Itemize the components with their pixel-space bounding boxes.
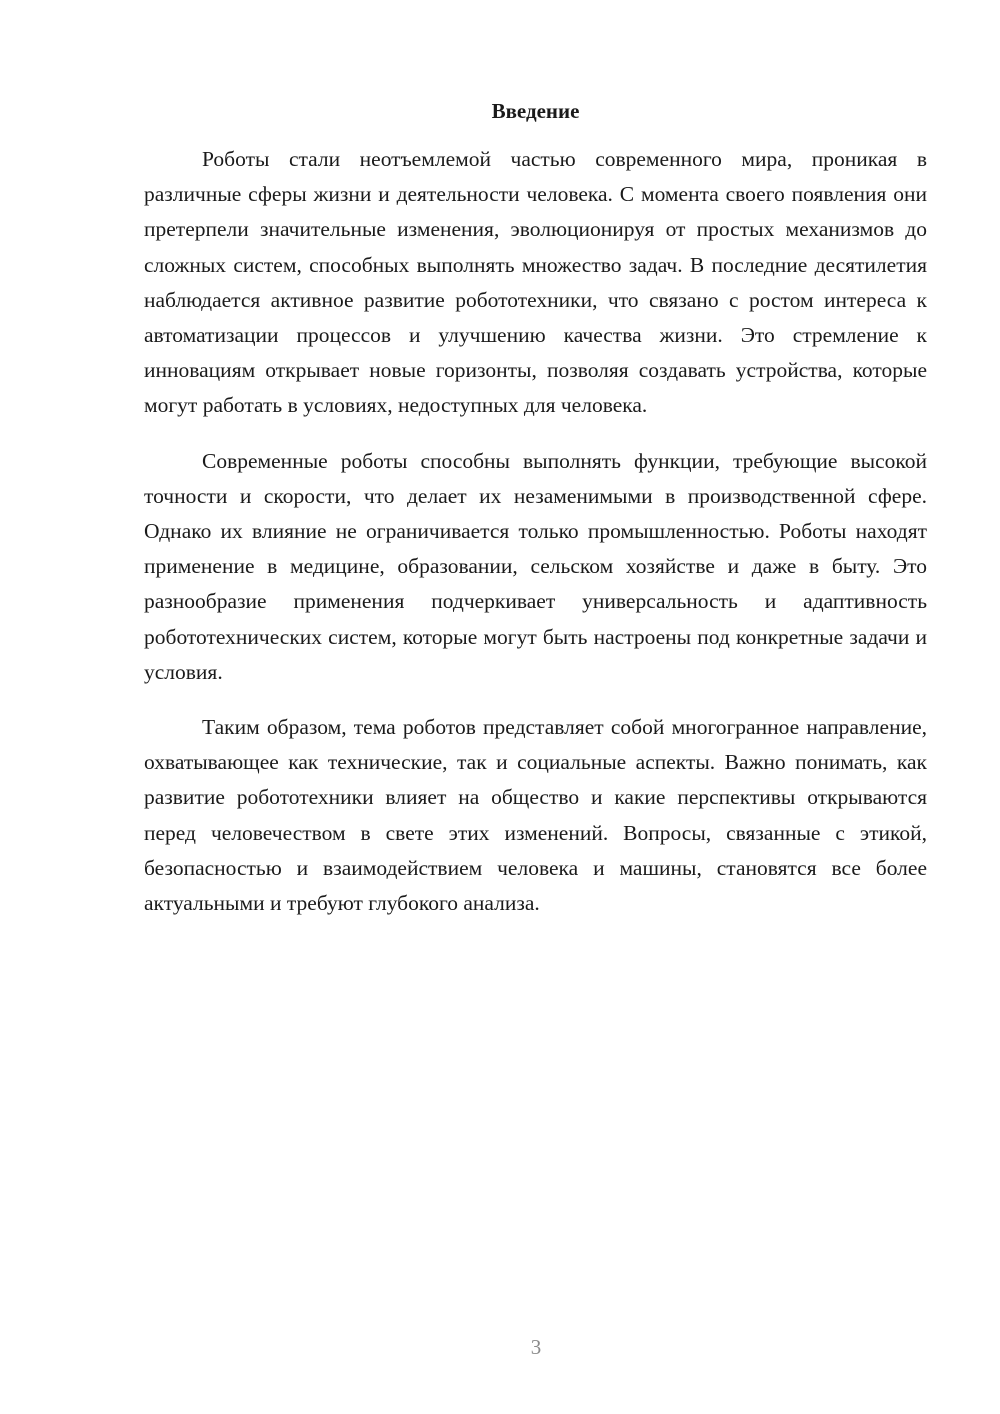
section-heading: Введение [491, 99, 580, 123]
paragraph-2: Современные роботы способны выполнять функции, требующие высокой точности и скорости, что делает их незаменимыми в производственной сфере. Однако их влияние не ограничивается только промышленностью. Роботы находят применение в медицине, образовании, сельском хозяйстве и даже в быту. Это разнообразие применения подчеркивает универсальность и адаптивность робототехнических систем, которые могут быть настроены под конкретные задачи и условия. [144, 448, 927, 684]
page-number: 3 [530, 1335, 542, 1359]
paragraph-3: Таким образом, тема роботов представляет собой многогранное направление, охватывающее как технические, так и социальные аспекты. Важно понимать, как развитие робототехники влияет на общество и какие перспективы открываются перед человечеством в свете этих изменений. Вопросы, связанные с этикой, безопасностью и взаимодействием человека и машины, становятся все более актуальными и требуют глубокого анализа. [144, 715, 927, 916]
paragraph-1: Роботы стали неотъемлемой частью современного мира, проникая в различные сферы жизни и деятельности человека. С момента своего появления они претерпели значительные изменения, эволюционируя от простых механизмов до сложных систем, способных выполнять множество задач. В последние десятилетия наблюдается активное развитие робототехники, что связано с ростом интереса к автоматизации процессов и улучшению качества жизни. Это стремление к инновациям открывает новые горизонты, позволяя создавать устройства, которые могут работать в условиях, недоступных для человека. [144, 147, 927, 418]
body-text [144, 142, 927, 941]
